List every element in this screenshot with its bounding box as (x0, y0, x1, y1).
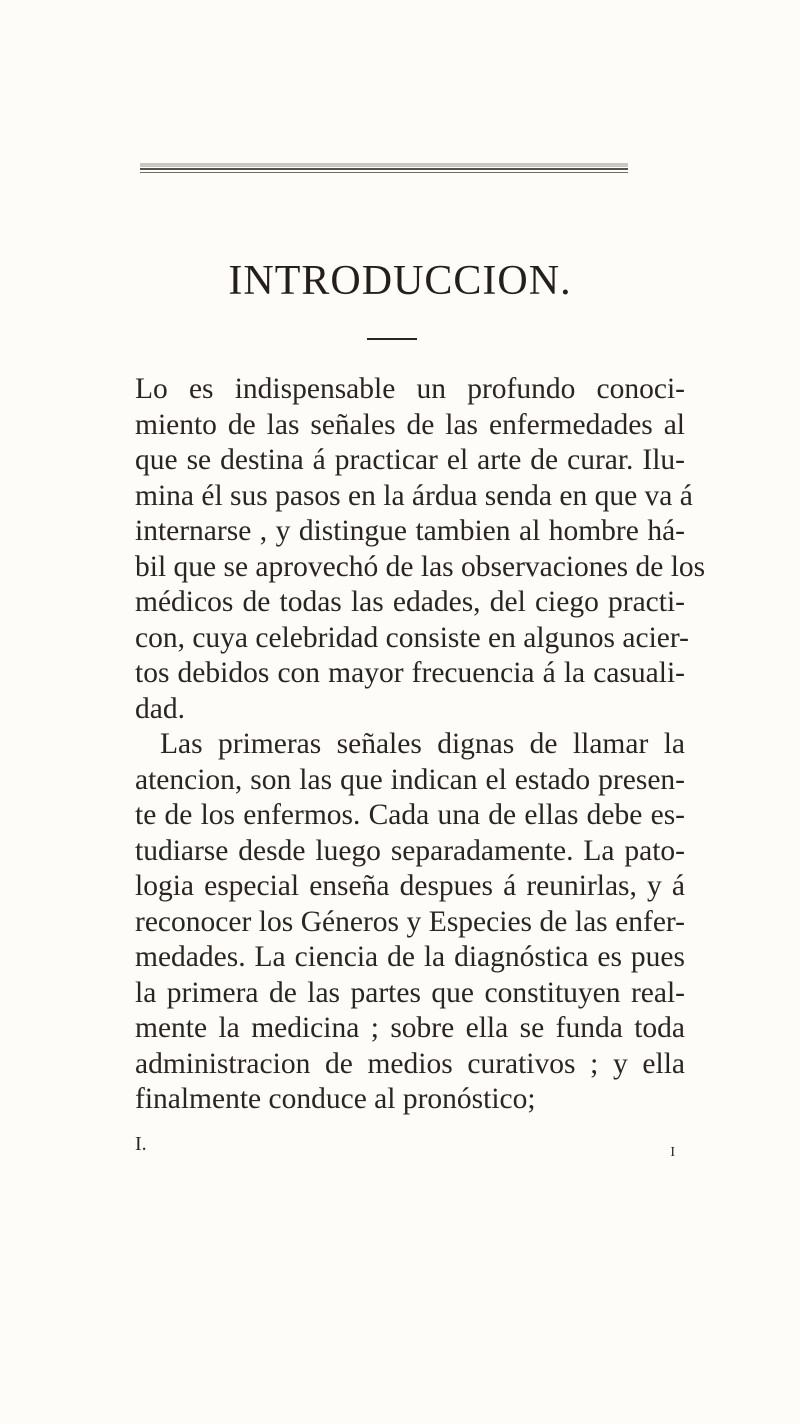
text-line: mina él sus pasos en la árdua senda en que va á (135, 479, 693, 512)
text-line: con, cuya celebridad consiste en algunos acier- (135, 621, 689, 654)
text-line: bil que se aprovechó de las observaciones de los (135, 550, 706, 583)
text-line: reconocer los Géneros y Especies de las enfer- (135, 905, 685, 938)
text-line: atencion, son las que indican el estado presen- (135, 763, 685, 796)
signature-mark-right: I (670, 1145, 675, 1160)
text-line: tos debidos con mayor frecuencia á la casuali- (135, 657, 685, 689)
text-line: administracion de medios curativos ; y ella (135, 1047, 685, 1080)
title-underline (367, 338, 417, 340)
text-line: Lo es indispensable un profundo conoci- (135, 373, 685, 405)
signature-mark-left: I. (135, 1133, 147, 1155)
text-line: tudiarse desde luego separadamente. La pato- (135, 834, 685, 867)
page-footer (135, 1133, 675, 1163)
text-line: logia especial enseña despues á reunirlas, y á (135, 870, 685, 902)
page-title: INTRODUCCION. (228, 258, 572, 304)
text-line: medades. La ciencia de la diagnóstica es pues (135, 941, 685, 973)
text-line: que se destina á practicar el arte de curar. Ilu- (135, 444, 685, 476)
header-rule-shadow (140, 163, 628, 167)
text-line: mente la medicina ; sobre ella se funda toda (135, 1012, 685, 1044)
text-line: dad. (135, 692, 185, 725)
text-line: médicos de todas las edades, del ciego practi- (135, 586, 685, 618)
text-line: finalmente conduce al pronóstico; (135, 1083, 536, 1115)
text-line: la primera de las partes que constituyen real- (135, 976, 685, 1009)
text-line: internarse , y distingue tambien al hombre há- (135, 515, 685, 547)
text-line: miento de las señales de las enfermedades al (135, 408, 685, 441)
body-text (135, 372, 706, 1118)
text-line: Las primeras señales dignas de llamar la (160, 728, 685, 760)
text-line: te de los enfermos. Cada una de ellas debe es- (135, 799, 685, 831)
header-rule (140, 168, 628, 174)
